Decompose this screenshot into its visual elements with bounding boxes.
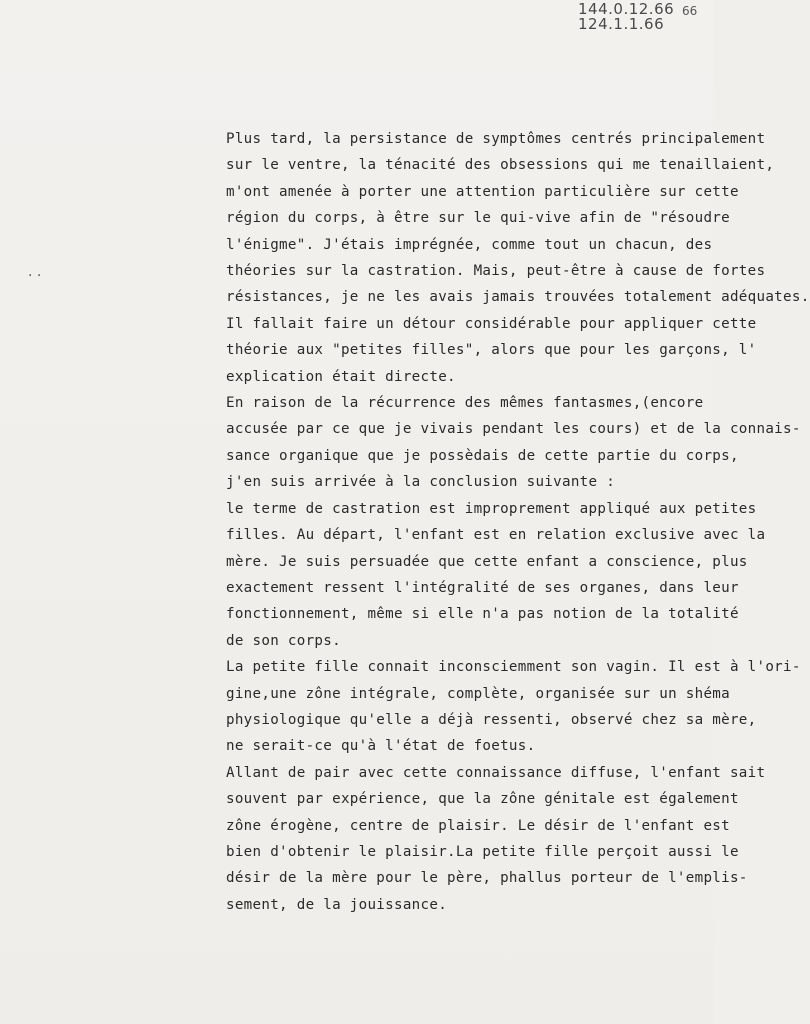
- text-line-22: gine,une zône intégrale, complète, organisée sur un shéma: [226, 685, 730, 702]
- text-line-15: le terme de castration est improprement appliqué aux petites: [226, 500, 757, 517]
- text-line-21: La petite fille connait inconsciemment son vagin. Il est à l'ori-: [226, 659, 801, 676]
- text-line-3: m'ont amenée à porter une attention particulière sur cette: [226, 183, 739, 200]
- text-line-11: En raison de la récurrence des mêmes fantasmes,(encore: [226, 395, 704, 412]
- text-line-14: j'en suis arrivée à la conclusion suivante :: [226, 474, 616, 491]
- text-line-1: Plus tard, la persistance de symptômes centrés principalement: [226, 131, 766, 147]
- text-line-23: physiologique qu'elle a déjà ressenti, observé chez sa mère,: [226, 711, 757, 728]
- text-line-13: sance organique que je possèdais de cette partie du corps,: [226, 447, 739, 464]
- margin-mark: · ·: [28, 268, 42, 284]
- page-number: 66: [682, 4, 698, 18]
- text-line-19: fonctionnement, même si elle n'a pas notion de la totalité: [226, 606, 739, 623]
- text-line-28: bien d'obtenir le plaisir.La petite fille perçoit aussi le: [226, 843, 739, 860]
- text-line-25: Allant de pair avec cette connaissance diffuse, l'enfant sait: [226, 764, 766, 781]
- text-line-29: désir de la mère pour le père, phallus porteur de l'emplis-: [226, 870, 748, 887]
- text-line-8: Il fallait faire un détour considérable pour appliquer cette: [226, 315, 757, 332]
- text-line-12: accusée par ce que je vivais pendant les cours) et de la connais-: [226, 421, 801, 438]
- body-text: [226, 126, 810, 918]
- text-line-20: de son corps.: [226, 632, 341, 649]
- text-line-6: théories sur la castration. Mais, peut-être à cause de fortes: [226, 263, 766, 280]
- text-line-30: sement, de la jouissance.: [226, 896, 448, 913]
- text-line-4: région du corps, à être sur le qui-vive afin de "résoudre: [226, 210, 730, 227]
- text-line-18: exactement ressent l'intégralité de ses organes, dans leur: [226, 579, 739, 596]
- text-line-7: résistances, je ne les avais jamais trouvées totalement adéquates.: [226, 289, 810, 306]
- text-line-10: explication était directe.: [226, 368, 456, 385]
- handwritten-line-2: 124.1.1.66: [578, 15, 665, 33]
- text-line-24: ne serait-ce qu'à l'état de foetus.: [226, 738, 536, 755]
- text-line-9: théorie aux "petites filles", alors que pour les garçons, l': [226, 342, 757, 359]
- text-line-2: sur le ventre, la ténacité des obsessions qui me tenaillaient,: [226, 157, 775, 174]
- text-line-17: mère. Je suis persuadée que cette enfant a conscience, plus: [226, 553, 748, 570]
- handwritten-reference: [578, 2, 674, 32]
- text-line-16: filles. Au départ, l'enfant est en relation exclusive avec la: [226, 527, 766, 544]
- handwritten-line-1: 144.0.12.66: [578, 0, 675, 18]
- text-line-5: l'énigme". J'étais imprégnée, comme tout un chacun, des: [226, 236, 713, 253]
- text-line-26: souvent par expérience, que la zône génitale est également: [226, 791, 739, 808]
- text-line-27: zône érogène, centre de plaisir. Le désir de l'enfant est: [226, 817, 730, 834]
